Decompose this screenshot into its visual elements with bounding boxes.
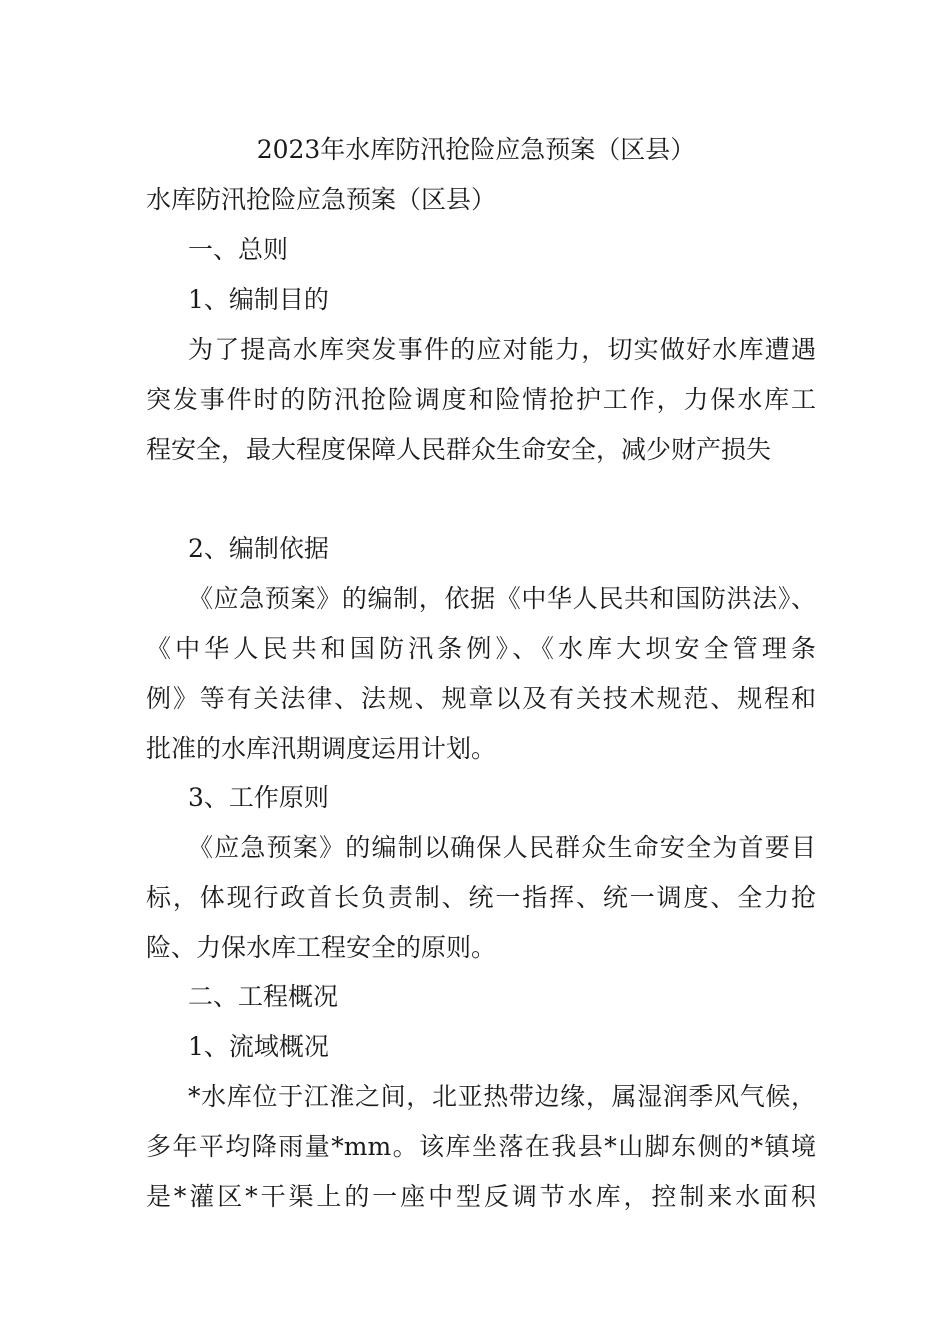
subsection-heading-principles: 3、工作原则 — [188, 783, 329, 812]
paragraph-purpose-line-3: 程安全，最大程度保障人民群众生命安全，减少财产损失 — [146, 435, 772, 464]
document-subtitle: 水库防汛抢险应急预案（区县） — [146, 185, 497, 214]
subsection-heading-purpose: 1、编制目的 — [188, 285, 329, 314]
subsection-heading-basin: 1、流域概况 — [188, 1032, 329, 1061]
subsection-heading-basis: 2、编制依据 — [188, 534, 329, 563]
paragraph-basis-line-3: 例》等有关法律、法规、规章以及有关技术规范、规程和 — [146, 684, 816, 713]
section-heading-general: 一、总则 — [188, 235, 289, 264]
document-title: 2023年水库防汛抢险应急预案（区县） — [256, 135, 696, 164]
paragraph-purpose-line-1: 为了提高水库突发事件的应对能力，切实做好水库遭遇 — [188, 335, 816, 364]
paragraph-basis-line-1: 《应急预案》的编制，依据《中华人民共和国防洪法》、 — [188, 584, 816, 613]
section-heading-overview: 二、工程概况 — [188, 982, 339, 1011]
paragraph-principles-line-1: 《应急预案》的编制以确保人民群众生命安全为首要目 — [188, 833, 816, 862]
paragraph-basin-line-1: *水库位于江淮之间，北亚热带边缘，属湿润季风气候， — [188, 1082, 816, 1111]
paragraph-basin-line-3: 是*灌区*干渠上的一座中型反调节水库，控制来水面积 — [146, 1182, 816, 1211]
paragraph-basis-line-4: 批准的水库汛期调度运用计划。 — [146, 734, 497, 763]
paragraph-principles-line-3: 险、力保水库工程安全的原则。 — [146, 933, 497, 962]
paragraph-principles-line-2: 标，体现行政首长负责制、统一指挥、统一调度、全力抢 — [146, 883, 816, 912]
paragraph-basin-line-2: 多年平均降雨量*mm。该库坐落在我县*山脚东侧的*镇境 — [146, 1132, 816, 1161]
paragraph-basis-line-2: 《中华人民共和国防汛条例》、《水库大坝安全管理条 — [146, 634, 816, 663]
paragraph-purpose-line-2: 突发事件时的防汛抢险调度和险情抢护工作，力保水库工 — [146, 385, 816, 414]
